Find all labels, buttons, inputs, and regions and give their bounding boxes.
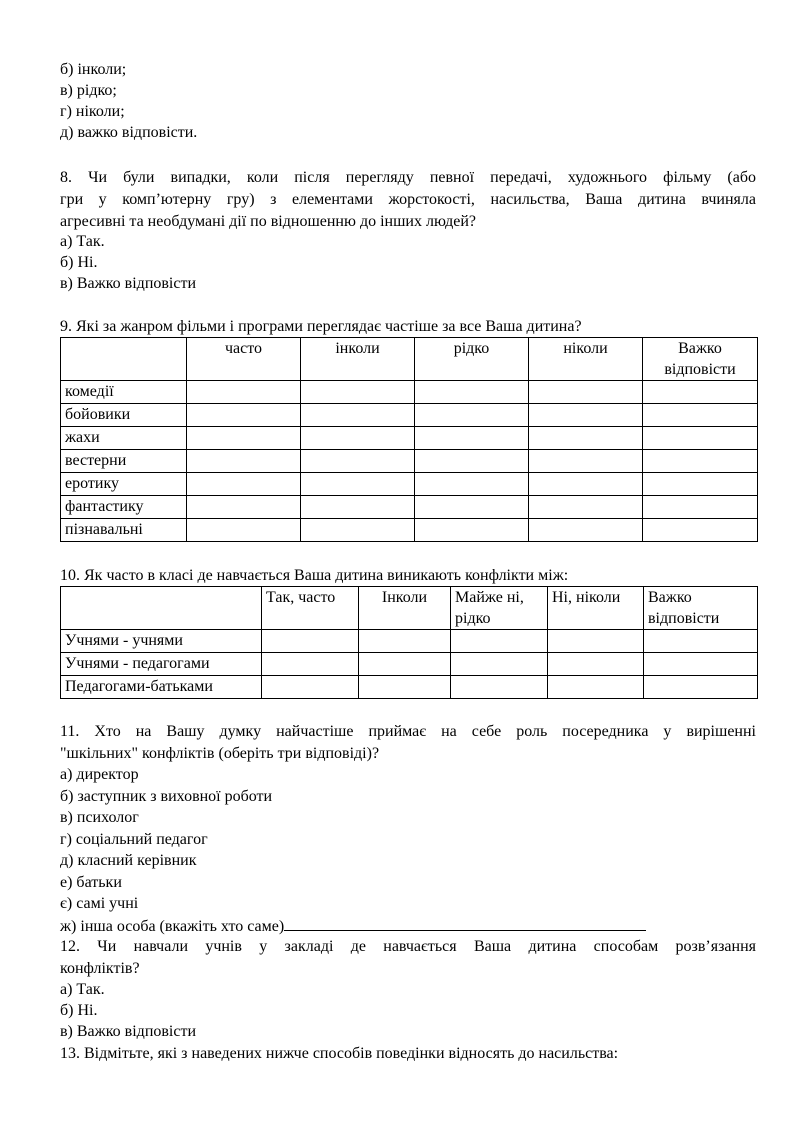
answer-cell[interactable]: [359, 676, 451, 699]
q12-option: б) Ні.: [60, 1002, 98, 1019]
table-header-cell: [61, 587, 262, 630]
table-row: [61, 676, 758, 699]
answer-cell[interactable]: [644, 630, 758, 653]
question-8-text: агресивні та необдумані дії по відношенню до інших людей?: [60, 213, 476, 230]
row-label: бойовики: [61, 404, 187, 427]
table-header-cell: інколи: [301, 338, 415, 381]
answer-cell[interactable]: [301, 381, 415, 404]
answer-cell[interactable]: [548, 653, 644, 676]
question-12-text: 12. Чи навчали учнів у закладі де навчається Ваша дитина способам розв’язання: [60, 938, 756, 955]
table-header-cell: [61, 338, 187, 381]
table-header-row: [61, 338, 758, 381]
answer-cell[interactable]: [529, 473, 643, 496]
answer-cell[interactable]: [643, 381, 758, 404]
question-8-text: гри у комп’ютерну гру) з елементами жорстокості, насильства, Ваша дитина вчиняла: [60, 191, 756, 208]
answer-cell[interactable]: [643, 404, 758, 427]
answer-cell[interactable]: [529, 496, 643, 519]
answer-cell[interactable]: [262, 653, 359, 676]
table-header-cell: Ні, ніколи: [548, 587, 644, 630]
q11-option: г) соціальний педагог: [60, 831, 208, 848]
q11-option: в) психолог: [60, 809, 139, 826]
answer-cell[interactable]: [451, 630, 548, 653]
table-row: [61, 473, 758, 496]
option-line: д) важко відповісти.: [60, 124, 198, 141]
answer-cell[interactable]: [644, 676, 758, 699]
q11-option: б) заступник з виховної роботи: [60, 788, 273, 805]
question-8-text: 8. Чи були випадки, коли після перегляду певної передачі, художнього фільму (або: [60, 169, 756, 186]
row-label: еротику: [61, 473, 187, 496]
answer-cell[interactable]: [301, 496, 415, 519]
q11-option: е) батьки: [60, 874, 122, 891]
answer-cell[interactable]: [415, 496, 529, 519]
answer-cell[interactable]: [415, 381, 529, 404]
answer-cell[interactable]: [643, 450, 758, 473]
answer-cell[interactable]: [187, 473, 301, 496]
answer-cell[interactable]: [529, 381, 643, 404]
table-header-cell: Інколи: [359, 587, 451, 630]
table-header-cell: часто: [187, 338, 301, 381]
table-header-cell: Важко відповісти: [644, 587, 758, 630]
table-row: [61, 496, 758, 519]
answer-blank-line[interactable]: [284, 915, 646, 931]
table-header-cell: ніколи: [529, 338, 643, 381]
q11-option: а) директор: [60, 766, 139, 783]
question-9-title: 9. Які за жанром фільми і програми переглядає частіше за все Ваша дитина?: [60, 318, 582, 335]
table-row: [61, 653, 758, 676]
answer-cell[interactable]: [415, 450, 529, 473]
row-label: Учнями - учнями: [61, 630, 262, 653]
table-row: [61, 450, 758, 473]
genre-table: [60, 337, 758, 542]
answer-cell[interactable]: [187, 450, 301, 473]
row-label: пізнавальні: [61, 519, 187, 542]
answer-cell[interactable]: [262, 630, 359, 653]
answer-cell[interactable]: [529, 404, 643, 427]
answer-cell[interactable]: [548, 630, 644, 653]
question-13-title: 13. Відмітьте, які з наведених нижче способів поведінки відносять до насильства:: [60, 1045, 619, 1062]
answer-cell[interactable]: [187, 427, 301, 450]
answer-cell[interactable]: [187, 519, 301, 542]
answer-cell[interactable]: [643, 427, 758, 450]
q11-option-other: [60, 915, 646, 937]
q12-option: а) Так.: [60, 981, 105, 998]
option-line: б) інколи;: [60, 61, 127, 78]
q11-option-label: ж) інша особа (вкажіть хто саме): [60, 918, 285, 935]
q8-option: в) Важко відповісти: [60, 275, 197, 292]
answer-cell[interactable]: [262, 676, 359, 699]
answer-cell[interactable]: [187, 381, 301, 404]
answer-cell[interactable]: [415, 519, 529, 542]
answer-cell[interactable]: [451, 653, 548, 676]
conflict-table: [60, 586, 758, 699]
question-12-text: конфліктів?: [60, 960, 140, 977]
answer-cell[interactable]: [187, 496, 301, 519]
table-row: [61, 519, 758, 542]
answer-cell[interactable]: [415, 427, 529, 450]
table-header-cell: Майже ні, рідко: [451, 587, 548, 630]
answer-cell[interactable]: [301, 404, 415, 427]
row-label: вестерни: [61, 450, 187, 473]
answer-cell[interactable]: [548, 676, 644, 699]
row-label: фантастику: [61, 496, 187, 519]
row-label: Педагогами-батьками: [61, 676, 262, 699]
answer-cell[interactable]: [643, 519, 758, 542]
answer-cell[interactable]: [415, 473, 529, 496]
row-label: комедії: [61, 381, 187, 404]
answer-cell[interactable]: [643, 496, 758, 519]
row-label: жахи: [61, 427, 187, 450]
answer-cell[interactable]: [529, 519, 643, 542]
table-header-row: [61, 587, 758, 630]
option-line: в) рідко;: [60, 82, 117, 99]
table-header-cell: Так, часто: [262, 587, 359, 630]
answer-cell[interactable]: [415, 404, 529, 427]
answer-cell[interactable]: [301, 427, 415, 450]
answer-cell[interactable]: [529, 450, 643, 473]
question-11-text: 11. Хто на Вашу думку найчастіше приймає на себе роль посередника у вирішенні: [60, 723, 756, 740]
answer-cell[interactable]: [529, 427, 643, 450]
question-11-text: "шкільних" конфліктів (оберіть три відповіді)?: [60, 745, 380, 762]
answer-cell[interactable]: [301, 519, 415, 542]
q12-option: в) Важко відповісти: [60, 1023, 197, 1040]
table-row: [61, 427, 758, 450]
row-label: Учнями - педагогами: [61, 653, 262, 676]
answer-cell[interactable]: [301, 450, 415, 473]
q8-option: б) Ні.: [60, 254, 98, 271]
answer-cell[interactable]: [301, 473, 415, 496]
question-10-title: 10. Як часто в класі де навчається Ваша дитина виникають конфлікти між:: [60, 567, 569, 584]
option-line: г) ніколи;: [60, 103, 125, 120]
answer-cell[interactable]: [451, 676, 548, 699]
answer-cell[interactable]: [643, 473, 758, 496]
table-row: [61, 381, 758, 404]
table-row: [61, 404, 758, 427]
answer-cell[interactable]: [644, 653, 758, 676]
answer-cell[interactable]: [187, 404, 301, 427]
table-header-cell: рідко: [415, 338, 529, 381]
table-header-cell: Важко відповісти: [643, 338, 758, 381]
answer-cell[interactable]: [359, 630, 451, 653]
q11-option: д) класний керівник: [60, 852, 197, 869]
q11-option: є) самі учні: [60, 895, 139, 912]
table-row: [61, 630, 758, 653]
q8-option: а) Так.: [60, 233, 105, 250]
answer-cell[interactable]: [359, 653, 451, 676]
